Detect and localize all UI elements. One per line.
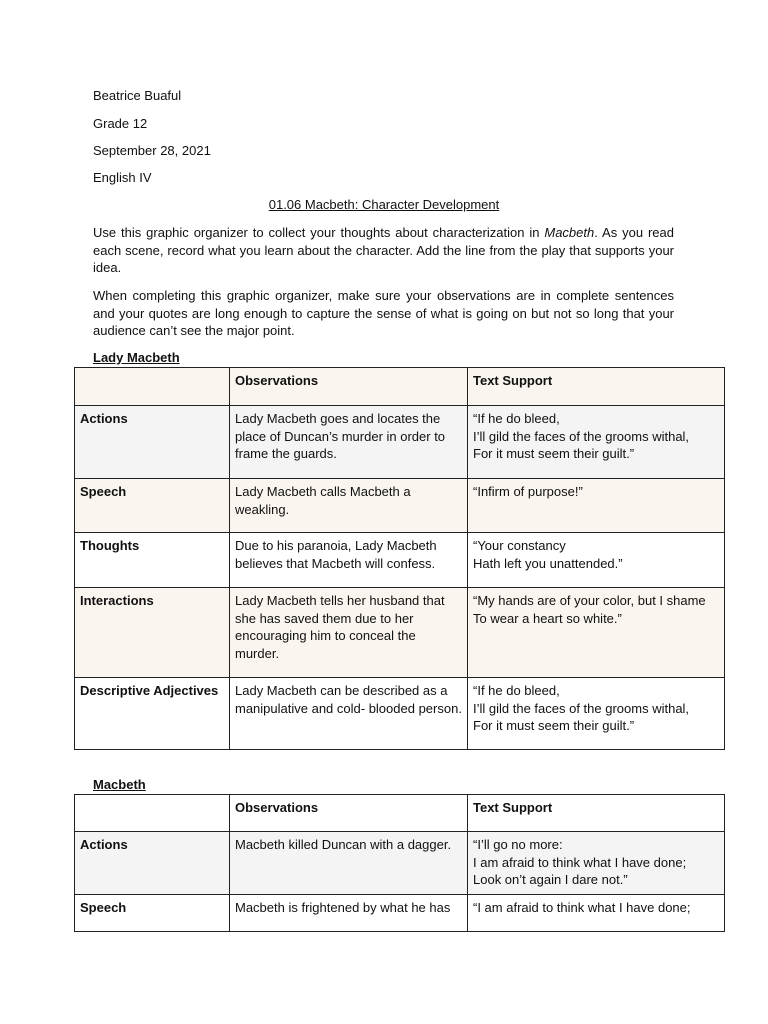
text-support-cell: “If he do bleed, I’ll gild the faces of the grooms withal, For it must seem their guilt.” bbox=[468, 678, 725, 750]
observation-cell: Lady Macbeth goes and locates the place of Duncan’s murder in order to frame the guards. bbox=[230, 406, 468, 479]
row-header-actions: Actions bbox=[75, 832, 230, 895]
column-header-text-support: Text Support bbox=[468, 368, 725, 406]
section-label-lady-macbeth: Lady Macbeth bbox=[93, 350, 180, 365]
table-corner-cell bbox=[75, 795, 230, 832]
text-support-cell: “I’ll go no more: I am afraid to think what I have done; Look on’t again I dare not.” bbox=[468, 832, 725, 895]
column-header-observations: Observations bbox=[230, 368, 468, 406]
assignment-date: September 28, 2021 bbox=[93, 143, 211, 158]
row-header-thoughts: Thoughts bbox=[75, 533, 230, 588]
intro-play-title: Macbeth bbox=[544, 225, 595, 240]
row-header-descriptive-adjectives: Descriptive Adjectives bbox=[75, 678, 230, 750]
row-header-interactions: Interactions bbox=[75, 588, 230, 678]
student-name: Beatrice Buaful bbox=[93, 88, 182, 103]
row-header-speech: Speech bbox=[75, 895, 230, 932]
intro-paragraph-2: When completing this graphic organizer, make sure your observations are in complete sentences and your quotes are long enough to capture the sense of what is going on but not so long that your audience can’t see the major point. bbox=[93, 288, 674, 338]
observation-cell: Lady Macbeth calls Macbeth a weakling. bbox=[230, 479, 468, 533]
column-header-observations: Observations bbox=[230, 795, 468, 832]
row-header-speech: Speech bbox=[75, 479, 230, 533]
table-header-row bbox=[75, 795, 725, 832]
intro-text-end: . As you read each scene, record what you learn about the character. Add the line from the play that supports your idea. bbox=[93, 225, 674, 275]
table-row bbox=[75, 479, 725, 533]
intro-paragraph-1 bbox=[93, 224, 674, 277]
table-row bbox=[75, 832, 725, 895]
observation-cell: Macbeth killed Duncan with a dagger. bbox=[230, 832, 468, 895]
observation-cell: Macbeth is frightened by what he has bbox=[230, 895, 468, 932]
text-support-cell: “Your constancy Hath left you unattended.” bbox=[468, 533, 725, 588]
intro-text-start: Use this graphic organizer to collect your thoughts about characterization in bbox=[93, 225, 545, 240]
column-header-text-support: Text Support bbox=[468, 795, 725, 832]
lady-macbeth-table bbox=[74, 367, 725, 750]
text-support-cell: “My hands are of your color, but I shame To wear a heart so white.” bbox=[468, 588, 725, 678]
table-row bbox=[75, 895, 725, 932]
text-support-cell: “If he do bleed, I’ll gild the faces of the grooms withal, For it must seem their guilt.” bbox=[468, 406, 725, 479]
table-header-row bbox=[75, 368, 725, 406]
observation-cell: Lady Macbeth can be described as a manipulative and cold- blooded person. bbox=[230, 678, 468, 750]
macbeth-table bbox=[74, 794, 725, 932]
table-corner-cell bbox=[75, 368, 230, 406]
student-grade: Grade 12 bbox=[93, 116, 148, 131]
section-label-macbeth: Macbeth bbox=[93, 777, 146, 792]
course-name: English IV bbox=[93, 170, 152, 185]
table-row bbox=[75, 678, 725, 750]
row-header-actions: Actions bbox=[75, 406, 230, 479]
observation-cell: Lady Macbeth tells her husband that she has saved them due to her encouraging him to conceal the murder. bbox=[230, 588, 468, 678]
observation-cell: Due to his paranoia, Lady Macbeth believes that Macbeth will confess. bbox=[230, 533, 468, 588]
table-row bbox=[75, 588, 725, 678]
text-support-cell: “I am afraid to think what I have done; bbox=[468, 895, 725, 932]
table-row bbox=[75, 533, 725, 588]
table-row bbox=[75, 406, 725, 479]
text-support-cell: “Infirm of purpose!” bbox=[468, 479, 725, 533]
document-title: 01.06 Macbeth: Character Development bbox=[268, 197, 500, 212]
